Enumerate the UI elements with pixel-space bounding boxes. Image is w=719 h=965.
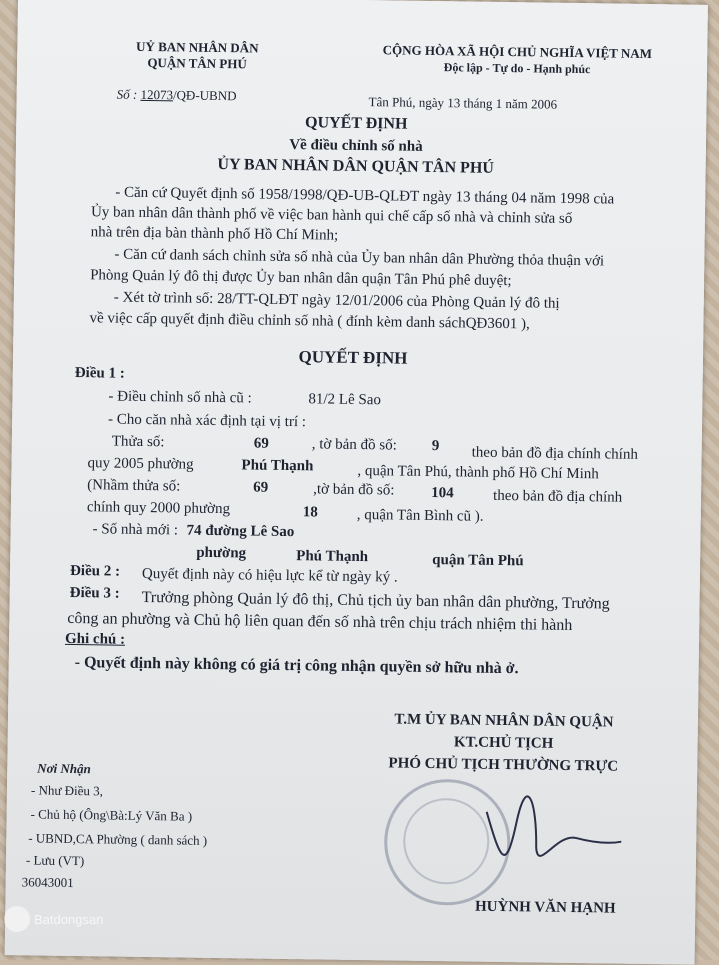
doc-number-suffix: /QĐ-UBND xyxy=(172,87,237,104)
preamble-line: - Căn cứ danh sách chỉnh sửa số nhà của Ủy ban nhân dân Phường thỏa thuận với xyxy=(114,246,605,270)
new-number-label: - Số nhà mới : xyxy=(92,521,179,539)
new-ward-value: Phú Thạnh xyxy=(296,548,369,566)
doc-title: QUYẾT ĐỊNH xyxy=(304,114,408,133)
old-cadastral-text: chính quy 2000 phường xyxy=(86,499,231,518)
new-district-value: quận Tân Phú xyxy=(432,552,524,570)
file-code: 36043001 xyxy=(21,874,74,891)
doc-number-value: 12073 xyxy=(140,86,174,103)
wrong-map-basis-text: theo bản đồ địa chính xyxy=(492,487,623,506)
recipient-item: - UBND,CA Phường ( danh sách ) xyxy=(28,830,208,848)
article1-label: Điều 1 : xyxy=(74,365,125,382)
signatory-name: HUỲNH VĂN HẠNH xyxy=(474,898,616,917)
issuer-line1: UỶ BAN NHÂN DÂN xyxy=(136,38,259,56)
wrong-sheet-label: ,tờ bản đồ số: xyxy=(313,481,395,499)
old-district-text: , quận Tân Bình cũ ). xyxy=(356,506,484,525)
article3-line1: Trưởng phòng Quản lý đô thị, Chủ tịch ủy ban nhân dân phường, Trưởng xyxy=(141,588,610,613)
national-motto: Độc lập - Tự do - Hạnh phúc xyxy=(443,60,591,77)
article2-label: Điều 2 : xyxy=(69,562,121,580)
district-city-text: , quận Tân Phú, thành phố Hồ Chí Minh xyxy=(357,462,599,483)
decision-heading: QUYẾT ĐỊNH xyxy=(298,347,408,368)
recipient-item: - Chủ hộ (Ông\Bà:Lý Văn Ba ) xyxy=(30,806,193,824)
note-text: - Quyết định này không có giá trị công nhận quyền sở hữu nhà ở. xyxy=(74,654,519,678)
old-number-label: - Điều chỉnh số nhà cũ : xyxy=(108,388,252,407)
parcel-value: 69 xyxy=(253,435,269,452)
old-number-value: 81/2 Lê Sao xyxy=(308,391,382,409)
article2-text: Quyết định này có hiệu lực kể từ ngày ký . xyxy=(141,565,398,586)
preamble-line: - Căn cứ Quyết định số 1958/1998/QĐ-UB-QLĐT ngày 13 tháng 04 năm 1998 của xyxy=(115,184,615,208)
doc-number xyxy=(117,86,237,106)
watermark xyxy=(4,906,103,932)
parcel-label: Thửa số: xyxy=(111,433,165,451)
watermark-text: Batdongsan xyxy=(34,911,104,927)
note-label: Ghi chú : xyxy=(64,630,126,648)
old-ward-value: 18 xyxy=(302,504,318,521)
ward-value: Phú Thạnh xyxy=(241,457,314,475)
doc-subject: Về điều chỉnh số nhà xyxy=(289,136,423,155)
signatory-line3: PHÓ CHỦ TỊCH THƯỜNG TRỰC xyxy=(388,755,619,775)
doc-authority: ỦY BAN NHÂN DÂN QUẬN TÂN PHÚ xyxy=(217,155,494,177)
cadastral-year-text: quy 2005 phường xyxy=(87,455,194,473)
preamble-line: nhà trên địa bàn thành phố Hồ Chí Minh; xyxy=(90,224,339,244)
doc-number-label: Số : xyxy=(116,86,138,102)
new-number-value: 74 đường Lê Sao xyxy=(186,522,295,541)
recipient-item: - Như Điều 3, xyxy=(30,782,104,799)
article3-line2: công an phường và Chủ hộ liên quan đến số nhà trên chịu trách nhiệm thi hành xyxy=(67,609,573,634)
signature-icon xyxy=(476,792,627,884)
map-sheet-value: 9 xyxy=(431,438,440,455)
signatory-line2: KT.CHỦ TỊCH xyxy=(453,734,554,752)
doc-date: Tân Phú, ngày 13 tháng 1 năm 2006 xyxy=(368,94,558,112)
wrong-sheet-value: 104 xyxy=(431,485,454,502)
document-page xyxy=(5,0,708,965)
preamble-line: - Xét tờ trình số: 28/TT-QLĐT ngày 12/01/2006 của Phòng Quản lý đô thị xyxy=(113,289,560,312)
wrong-parcel-label: (Nhầm thửa số: xyxy=(87,477,181,495)
signatory-line1: T.M ỦY BAN NHÂN DÂN QUẬN xyxy=(394,711,614,731)
preamble-line: Phòng Quản lý đô thị được Ủy ban nhân dân quận Tân Phú phê duyệt; xyxy=(90,267,512,290)
map-basis-text: theo bản đồ địa chính chính xyxy=(471,444,639,463)
recipient-item: - Lưu (VT) xyxy=(25,852,85,869)
location-label: - Cho căn nhà xác định tại vị trí : xyxy=(108,411,307,431)
wrong-parcel-value: 69 xyxy=(253,479,269,496)
preamble-line: Ủy ban nhân dân thành phố về việc ban hành qui chế cấp số nhà và chỉnh sửa số xyxy=(90,204,573,227)
new-ward-word: phường xyxy=(196,544,247,562)
article3-label: Điều 3 : xyxy=(69,584,120,602)
map-sheet-label: , tờ bản đồ số: xyxy=(311,436,397,454)
batdongsan-logo-icon xyxy=(4,906,30,932)
issuer-line2: QUẬN TÂN PHÚ xyxy=(147,54,247,72)
recipients-label: Nơi Nhận xyxy=(37,760,91,777)
preamble-line: về việc cấp quyết định điều chỉnh số nhà ( đính kèm danh sáchQĐ3601 ), xyxy=(89,310,530,333)
national-title: CỘNG HÒA XÃ HỘI CHỦ NGHĨA VIỆT NAM xyxy=(382,42,653,62)
